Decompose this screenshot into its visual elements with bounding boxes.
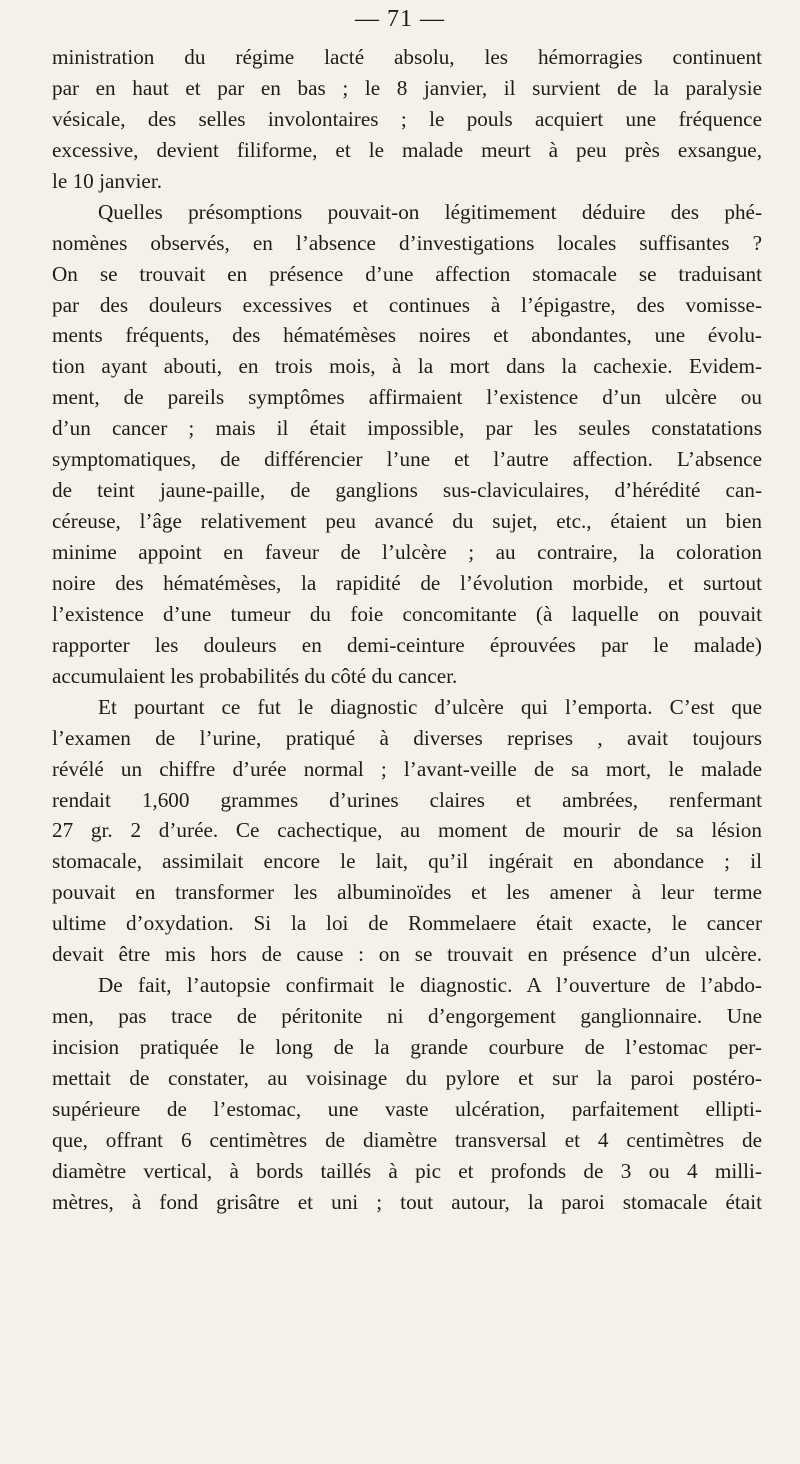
text-line: d’un cancer ; mais il était impossible, par les seules constatations [52, 416, 762, 441]
text-line: supérieure de l’estomac, une vaste ulcération, parfaitement ellipti- [52, 1096, 762, 1121]
text-line: men, pas trace de péritonite ni d’engorgement ganglionnaire. Une [52, 1004, 762, 1029]
text-line: minime appoint en faveur de l’ulcère ; au contraire, la coloration [52, 540, 762, 564]
text-line: pouvait en transformer les albuminoïdes et les amener à leur terme [52, 880, 762, 905]
text-line: le 10 janvier. [52, 168, 163, 193]
body-text [52, 42, 762, 1218]
text-line: stomacale, assimilait encore le lait, qu’il ingérait en abondance ; il [52, 849, 762, 874]
text-line: Et pourtant ce fut le diagnostic d’ulcère qui l’emporta. C’est que [98, 694, 762, 719]
text-line: accumulaient les probabilités du côté du cancer. [52, 663, 458, 688]
text-line: Quelles présomptions pouvait-on légitimement déduire des phé- [98, 199, 762, 224]
text-line: vésicale, des selles involontaires ; le pouls acquiert une fréquence [52, 106, 762, 131]
text-line: l’existence d’une tumeur du foie concomitante (à laquelle on pouvait [52, 601, 762, 626]
text-line: ment, de pareils symptômes affirmaient l’existence d’un ulcère ou [52, 385, 762, 410]
text-line: ments fréquents, des hématémèses noires et abondantes, une évolu- [52, 323, 762, 348]
text-line: ultime d’oxydation. Si la loi de Rommelaere était exacte, le cancer [52, 911, 762, 936]
text-line: mètres, à fond grisâtre et uni ; tout autour, la paroi stomacale était [52, 1189, 762, 1214]
text-line: nomènes observés, en l’absence d’investigations locales suffisantes ? [52, 230, 762, 255]
text-line: On se trouvait en présence d’une affection stomacale se traduisant [52, 261, 762, 286]
text-line: l’examen de l’urine, pratiqué à diverses reprises , avait toujours [52, 725, 762, 750]
text-line: excessive, devient filiforme, et le malade meurt à peu près exsangue, [52, 137, 762, 162]
text-line: devait être mis hors de cause : on se trouvait en présence d’un ulcère. [52, 942, 762, 967]
text-line: céreuse, l’âge relativement peu avancé du sujet, etc., étaient un bien [52, 509, 762, 534]
text-line: de teint jaune-paille, de ganglions sus-claviculaires, d’hérédité can- [52, 478, 762, 503]
text-line: rapporter les douleurs en demi-ceinture éprouvées par le malade) [52, 632, 762, 657]
text-line: 27 gr. 2 d’urée. Ce cachectique, au moment de mourir de sa lésion [52, 818, 762, 843]
text-line: par en haut et par en bas ; le 8 janvier, il survient de la paralysie [52, 75, 762, 100]
text-line: rendait 1,600 grammes d’urines claires et ambrées, renfermant [52, 787, 762, 812]
text-line: incision pratiquée le long de la grande courbure de l’estomac per- [52, 1035, 762, 1059]
page-number: — 71 — [355, 6, 445, 32]
text-line: diamètre vertical, à bords taillés à pic et profonds de 3 ou 4 milli- [52, 1158, 762, 1183]
text-line: noire des hématémèses, la rapidité de l’évolution morbide, et surtout [52, 570, 762, 595]
text-line: tion ayant abouti, en trois mois, à la mort dans la cachexie. Evidem- [52, 354, 762, 379]
text-line: ministration du régime lacté absolu, les hémorragies continuent [52, 45, 762, 69]
text-line: par des douleurs excessives et continues à l’épigastre, des vomisse- [52, 292, 762, 317]
text-line: symptomatiques, de différencier l’une et l’autre affection. L’absence [52, 447, 762, 472]
text-line: De fait, l’autopsie confirmait le diagnostic. A l’ouverture de l’abdo- [98, 973, 762, 998]
text-line: que, offrant 6 centimètres de diamètre transversal et 4 centimètres de [52, 1127, 762, 1152]
text-line: mettait de constater, au voisinage du pylore et sur la paroi postéro- [52, 1065, 762, 1090]
text-line: révélé un chiffre d’urée normal ; l’avant-veille de sa mort, le malade [52, 756, 762, 781]
